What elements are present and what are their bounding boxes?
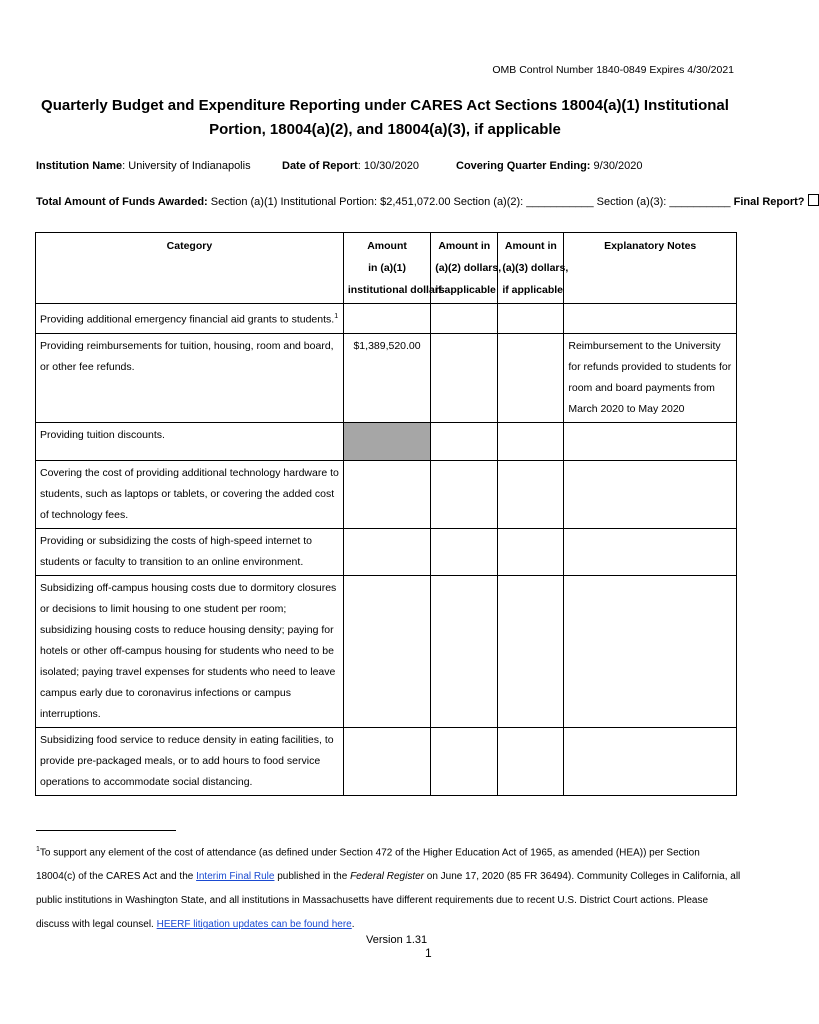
- page-number: 1: [425, 946, 432, 960]
- final-report-label: Final Report?: [733, 196, 805, 208]
- table-header-row: [36, 233, 737, 304]
- heerf-litigation-link[interactable]: HEERF litigation updates can be found here: [156, 919, 352, 931]
- amount-a2-cell[interactable]: [431, 333, 498, 422]
- header-amount-a1: Amount in (a)(1) institutional dollars: [343, 233, 430, 304]
- header-category: Category: [36, 233, 344, 304]
- table-row: [36, 304, 737, 334]
- funds-awarded: [36, 194, 805, 208]
- category-cell: Covering the cost of providing additional technology hardware to students, such as laptops or tablets, or covering the added cost of technology fees.: [36, 460, 344, 528]
- report-date: Date of Report: 10/30/2020: [282, 160, 419, 172]
- amount-a1-cell: [343, 422, 430, 460]
- amount-a3-cell[interactable]: [498, 304, 564, 334]
- amount-a3-cell[interactable]: [498, 528, 564, 575]
- notes-cell[interactable]: [564, 575, 737, 727]
- table-row: [36, 727, 737, 795]
- amount-a3-cell[interactable]: [498, 460, 564, 528]
- version-label: Version 1.31: [366, 934, 428, 946]
- final-report-checkbox[interactable]: [808, 194, 819, 206]
- amount-a3-cell[interactable]: [498, 575, 564, 727]
- category-cell: Subsidizing food service to reduce density in eating facilities, to provide pre-packaged meals, or to add hours to food service operations to accommodate social distancing.: [36, 727, 344, 795]
- amount-a1-cell[interactable]: [343, 304, 430, 334]
- amount-a2-cell[interactable]: [431, 460, 498, 528]
- amount-a1-cell[interactable]: $1,389,520.00: [343, 333, 430, 422]
- category-cell: Providing additional emergency financial aid grants to students.$^1$: [36, 304, 344, 334]
- budget-table: [35, 232, 737, 796]
- table-row: [36, 333, 737, 422]
- amount-a3-cell[interactable]: [498, 333, 564, 422]
- notes-cell[interactable]: Reimbursement to the University for refunds provided to students for room and board payments from March 2020 to May 2020: [564, 333, 737, 422]
- amount-a1-cell[interactable]: [343, 727, 430, 795]
- table-row: [36, 528, 737, 575]
- category-cell: Subsidizing off-campus housing costs due to dormitory closures or decisions to limit housing to one student per room; subsidizing housing costs to reduce housing density; paying for hotels or other off-campus housing for students who need to be isolated; paying travel expenses for students who need to leave campus early due to coronavirus infections or campus interruptions.: [36, 575, 344, 727]
- table-row: [36, 575, 737, 727]
- notes-cell[interactable]: [564, 528, 737, 575]
- category-cell: Providing or subsidizing the costs of high-speed internet to students or faculty to transition to an online environment.: [36, 528, 344, 575]
- amount-a2-cell[interactable]: [431, 528, 498, 575]
- amount-a2-cell[interactable]: [431, 575, 498, 727]
- notes-cell[interactable]: [564, 422, 737, 460]
- header-amount-a3: Amount in (a)(3) dollars, if applicable: [498, 233, 564, 304]
- institution-name: Institution Name: University of Indianapolis: [36, 160, 251, 172]
- amount-a2-cell[interactable]: [431, 304, 498, 334]
- footnote: $^1$To support any element of the cost of attendance (as defined under Section 472 of the Higher Education Act of 1965, as amended (HEA)) per Section 18004(c) of the CARES Act and the Interim Final Rule published in the Federal Register on June 17, 2020 (85 FR 36494). Community Colleges in California, all public institutions in Washington State, and all institutions in Massachusetts have different requirements due to recent U.S. District Court actions. Please discuss with legal counsel. HEERF litigation updates can be found here.: [36, 846, 741, 931]
- category-cell: Providing tuition discounts.: [36, 422, 344, 460]
- header-amount-a2: Amount in (a)(2) dollars, if applicable: [431, 233, 498, 304]
- omb-control-number: OMB Control Number 1840-0849 Expires 4/30/2021: [492, 64, 734, 76]
- amount-a1-cell[interactable]: [343, 528, 430, 575]
- page-title: Quarterly Budget and Expenditure Reporting under CARES Act Sections 18004(a)(1) Institutional Portion, 18004(a)(2), and 18004(a)(3), if applicable: [41, 97, 729, 138]
- funds-sections: Section (a)(1) Institutional Portion: $2,451,072.00 Section (a)(2): ___________ Section (a)(3): __________: [207, 196, 734, 208]
- footnote-divider: [36, 830, 176, 831]
- interim-final-rule-link[interactable]: Interim Final Rule: [196, 871, 275, 883]
- notes-cell[interactable]: [564, 304, 737, 334]
- category-cell: Providing reimbursements for tuition, housing, room and board, or other fee refunds.: [36, 333, 344, 422]
- amount-a1-cell[interactable]: [343, 575, 430, 727]
- amount-a1-cell[interactable]: [343, 460, 430, 528]
- notes-cell[interactable]: [564, 727, 737, 795]
- notes-cell[interactable]: [564, 460, 737, 528]
- amount-a2-cell[interactable]: [431, 422, 498, 460]
- header-notes: Explanatory Notes: [564, 233, 737, 304]
- table-row: [36, 422, 737, 460]
- funds-label: Total Amount of Funds Awarded:: [36, 196, 208, 208]
- quarter-ending: Covering Quarter Ending: 9/30/2020: [456, 160, 643, 172]
- amount-a2-cell[interactable]: [431, 727, 498, 795]
- table-row: [36, 460, 737, 528]
- amount-a3-cell[interactable]: [498, 727, 564, 795]
- amount-a3-cell[interactable]: [498, 422, 564, 460]
